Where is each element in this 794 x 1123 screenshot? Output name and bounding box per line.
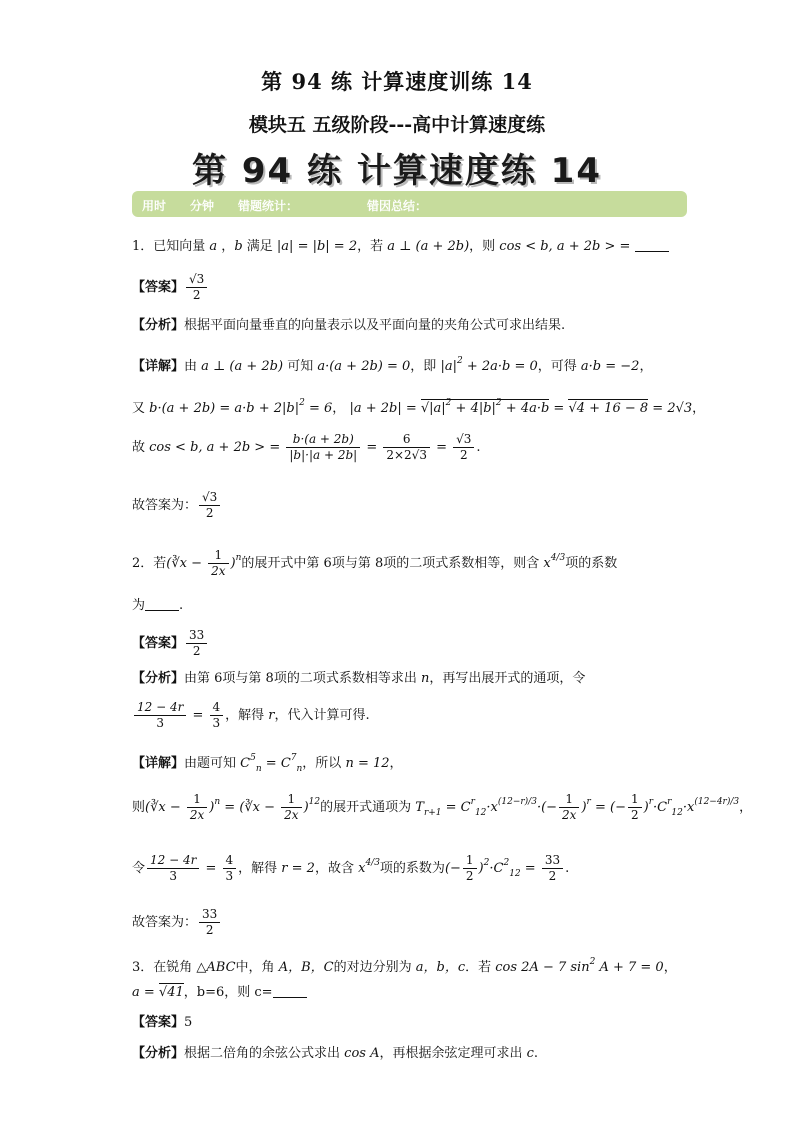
module-subtitle: 模块五 五级阶段---高中计算速度练 [248,114,546,136]
q2-stem: 2．若(∛x − $\frac{1}{2x}$ )$^n$的展开式中第 6项与第 8项的二项式系数相等，则含 $x^{4/3}$项的系数 [132,548,618,578]
q1-detail-1: 【详解】由 a ⊥ (a + 2b) 可知 a·(a + 2b) = 0，即 $|a|^2 + 2a\cdot b = 0$，可得 a·b = −2， [132,356,653,374]
q1-stem: 1．已知向量 a ，b 满足 |a| = |b| = 2，若 a ⊥ (a + 2b)，则 cos < b, a + 2b > = [132,238,669,256]
minute-label: 分钟 [190,199,215,213]
time-label: 用时 [142,199,167,213]
q3-stem: 3．在锐角 △ABC中，角 A，B，C的对边分别为 a，b，c．若 cos 2A − 7 $\sin^2 A + 7 = 0$， [132,957,677,975]
q1-detail-3: 故 cos < b, a + 2b > = $\frac{b\cdot(a + 2b)}{|b|\cdot|a + 2b|}$ = $\frac{6}{2\times 2√3}$ = $\frac{√3}{2}$ . [132,432,481,462]
q1-analysis: 【分析】根据平面向量垂直的向量表示以及平面向量的夹角公式可求出结果. [132,318,566,333]
q1-detail-2: 又 $b\cdot(a + 2b) = a\cdot b + 2|b|^2 = 6$， $|a + 2b| = √|a|^2 + 4|b|^2 + 4a\cdot b = √4 + 16 - 8 = 2√3$， [132,398,706,416]
stats-bar [132,191,687,217]
q2-detail-3: 令 $\frac{12 - 4r}{3}$ = $\frac{4}{3}$ ，解得 r = 2，故含 $x^{4/3}$项的系数为(− $\frac{1}{2}$ )$^2\cdot C^2_{12}$ = $\frac{33}{2}$ . [132,853,570,883]
q2-answer: 【答案】 $\frac{33}{2}$ [132,628,209,659]
q2-detail-1: 【详解】由题可知 $C^5_n = C^7_n$，所以 n = 12， [132,753,403,774]
error-reason-label: 错因总结： [367,199,428,213]
banner-title: 第 94 练 计算速度练 14 [192,151,602,191]
q2-detail-2: 则(∛x − $\frac{1}{2x}$ )$^n$ = (∛x − $\frac{1}{2x}$ )$^{12}$的展开式通项为 $T_{r+1} = C^r_{12}\cdot x^{(12-r)/3}\cdot(-$ $\frac{1}{2x}$ )$^r$ = (− $\frac{1}{2}$ )$^r\cdot C^r_{12}\cdot x^{(12-4r)/3}$， [132,792,753,822]
q3-stem-2: a = √41，b=6，则 c= [132,984,307,1002]
answer-blank [635,239,669,252]
q2-final: 故答案为： $\frac{33}{2}$ [132,907,222,938]
page-title: 第 94 练 计算速度训练 14 [261,69,533,94]
q2-stem-2: 为 . [132,598,184,613]
q1-final: 故答案为： $\frac{√3}{2}$ [132,490,222,521]
q1-answer: 【答案】 $\frac{√3}{2}$ [132,272,209,303]
q3-answer: 【答案】5 [132,1015,193,1030]
q2-analysis-2: $\frac{12 - 4r}{3}$ = $\frac{4}{3}$ ，解得 r，代入计算可得. [132,700,370,731]
q2-analysis: 【分析】由第 6项与第 8项的二项式系数相等求出 n，再写出展开式的通项，令 [132,671,586,686]
error-count-label: 错题统计： [238,199,299,213]
q3-analysis: 【分析】根据二倍角的余弦公式求出 cos A，再根据余弦定理可求出 c. [132,1046,539,1061]
